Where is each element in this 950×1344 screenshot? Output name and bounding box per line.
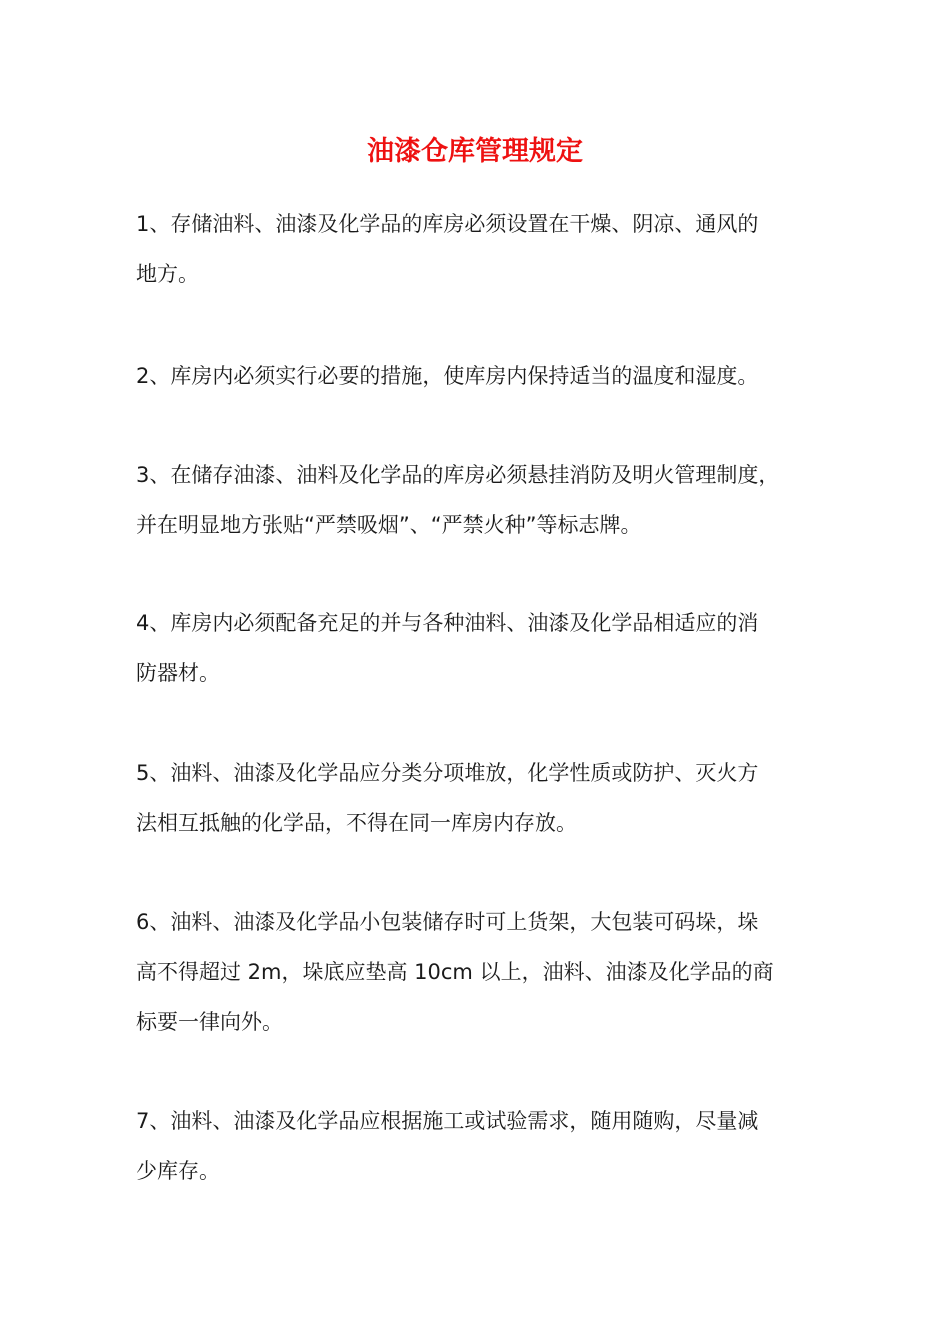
clause-2 <box>136 351 826 401</box>
clause-line: 7、油料、油漆及化学品应根据施工或试验需求，随用随购，尽量减 <box>136 1109 759 1133</box>
clause-line: 6、油料、油漆及化学品小包装储存时可上货架，大包装可码垛，垛 <box>136 910 759 934</box>
clause-line: 5、油料、油漆及化学品应分类分项堆放，化学性质或防护、灭火方 <box>136 761 759 785</box>
clause-line: 地方。 <box>136 262 199 286</box>
clause-line: 防器材。 <box>136 661 220 685</box>
clause-4 <box>136 598 826 698</box>
clause-line: 高不得超过 2m，垛底应垫高 10cm 以上，油料、油漆及化学品的商 <box>136 960 774 984</box>
clause-line: 3、在储存油漆、油料及化学品的库房必须悬挂消防及明火管理制度， <box>136 463 780 487</box>
document-title: 油漆仓库管理规定 <box>367 136 583 167</box>
clause-7 <box>136 1096 826 1196</box>
clause-line: 法相互抵触的化学品，不得在同一库房内存放。 <box>136 811 577 835</box>
clause-line: 1、存储油料、油漆及化学品的库房必须设置在干燥、阴凉、通风的 <box>136 212 759 236</box>
clause-line: 2、库房内必须实行必要的措施，使库房内保持适当的温度和湿度。 <box>136 364 759 388</box>
clause-line: 标要一律向外。 <box>136 1010 283 1034</box>
clause-1 <box>136 199 826 299</box>
clause-line: 4、库房内必须配备充足的并与各种油料、油漆及化学品相适应的消 <box>136 611 759 635</box>
clause-5 <box>136 748 826 848</box>
clause-line: 少库存。 <box>136 1159 220 1183</box>
clause-3 <box>136 450 826 550</box>
clause-6 <box>136 897 826 1047</box>
clause-line: 并在明显地方张贴“严禁吸烟”、“严禁火种”等标志牌。 <box>136 513 642 537</box>
